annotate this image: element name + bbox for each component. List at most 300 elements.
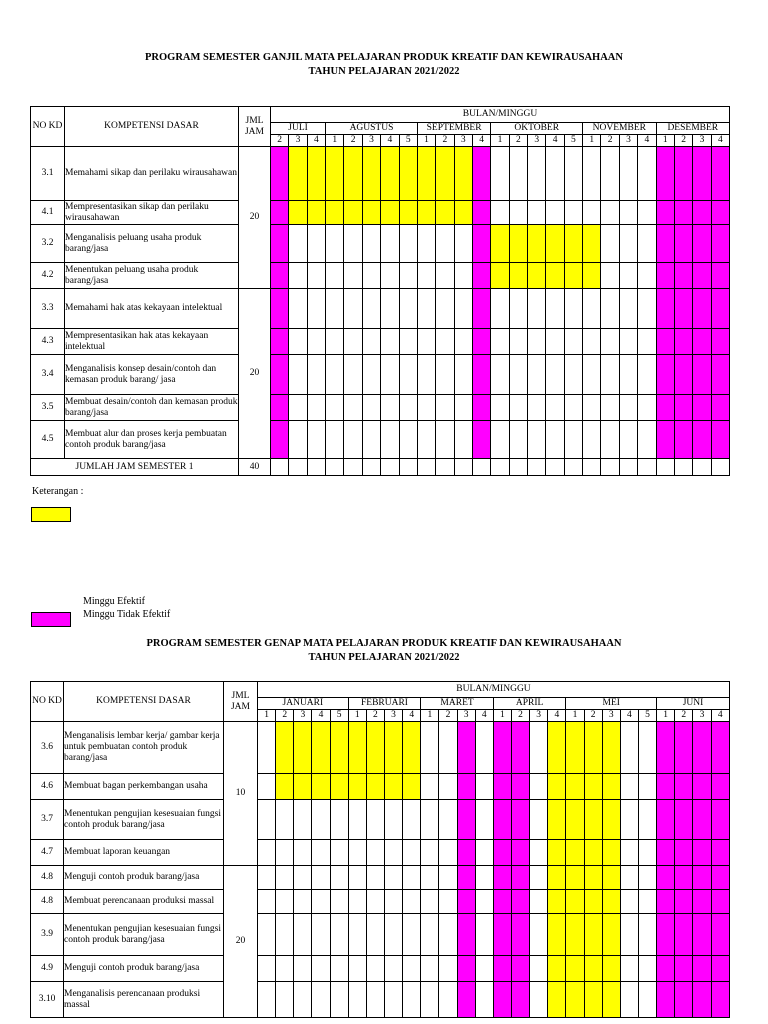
kd-description: Menganalisis peluang usaha produk barang/jasa: [65, 225, 239, 263]
week-cell: [528, 421, 546, 459]
week-cell: [421, 722, 439, 774]
week-cell-efektif: [583, 263, 601, 289]
week-number: 1: [326, 135, 344, 147]
week-cell-efektif: [362, 201, 380, 225]
week-cell: [491, 147, 509, 201]
week-number: 3: [454, 135, 472, 147]
week-cell-tidak-efektif: [711, 355, 729, 395]
month-header: FEBRUARI: [348, 698, 421, 710]
week-cell-efektif: [564, 263, 582, 289]
week-cell: [564, 459, 582, 476]
week-cell-efektif: [399, 147, 417, 201]
week-number: 3: [602, 710, 620, 722]
week-cell: [276, 840, 294, 866]
week-cell-efektif: [417, 147, 435, 201]
kd-description: Menentukan pengujian kesesuaian fungsi contoh produk barang/jasa: [64, 914, 224, 956]
week-cell-efektif: [584, 800, 602, 840]
week-cell-efektif: [436, 147, 454, 201]
week-cell-efektif: [528, 225, 546, 263]
week-cell: [475, 890, 493, 914]
week-cell: [619, 459, 637, 476]
week-cell-tidak-efektif: [271, 395, 289, 421]
week-cell: [421, 840, 439, 866]
week-cell: [530, 800, 548, 840]
week-number: 3: [530, 710, 548, 722]
week-cell: [491, 459, 509, 476]
week-number: 2: [601, 135, 619, 147]
week-cell: [454, 459, 472, 476]
week-cell: [366, 890, 384, 914]
week-cell-efektif: [366, 774, 384, 800]
week-cell-efektif: [362, 147, 380, 201]
week-cell-tidak-efektif: [711, 982, 729, 1018]
week-cell-tidak-efektif: [674, 147, 692, 201]
week-number: 4: [711, 135, 729, 147]
week-cell: [475, 840, 493, 866]
week-cell-tidak-efektif: [674, 329, 692, 355]
week-cell-tidak-efektif: [693, 840, 711, 866]
week-cell-tidak-efektif: [511, 866, 529, 890]
week-cell: [344, 225, 362, 263]
week-cell-tidak-efektif: [511, 800, 529, 840]
week-number: 4: [472, 135, 490, 147]
week-cell: [436, 263, 454, 289]
week-cell-tidak-efektif: [656, 201, 674, 225]
kd-number: 4.1: [31, 201, 65, 225]
week-cell-efektif: [509, 263, 527, 289]
week-cell: [417, 355, 435, 395]
week-cell-efektif: [584, 774, 602, 800]
week-cell: [258, 722, 276, 774]
week-cell-efektif: [276, 722, 294, 774]
week-cell: [330, 982, 348, 1018]
week-cell: [583, 459, 601, 476]
kd-number: 3.4: [31, 355, 65, 395]
week-cell-tidak-efektif: [656, 263, 674, 289]
week-cell: [403, 956, 421, 982]
week-cell: [491, 421, 509, 459]
week-cell-tidak-efektif: [675, 956, 693, 982]
week-number: 4: [381, 135, 399, 147]
week-cell: [326, 263, 344, 289]
week-cell: [276, 890, 294, 914]
week-cell: [417, 289, 435, 329]
week-cell: [399, 355, 417, 395]
week-cell: [528, 329, 546, 355]
week-number: 2: [366, 710, 384, 722]
week-cell-efektif: [548, 866, 566, 890]
week-cell: [348, 840, 366, 866]
week-cell-efektif: [528, 263, 546, 289]
week-cell: [620, 914, 638, 956]
week-cell-efektif: [344, 201, 362, 225]
week-cell: [439, 722, 457, 774]
kd-row: [31, 289, 730, 329]
kd-row: [31, 329, 730, 355]
kd-row: [31, 890, 730, 914]
week-cell-tidak-efektif: [472, 225, 490, 263]
week-cell: [381, 395, 399, 421]
week-cell: [381, 355, 399, 395]
week-cell-tidak-efektif: [657, 956, 675, 982]
kd-description: Menguji contoh produk barang/jasa: [64, 956, 224, 982]
week-cell-tidak-efektif: [271, 201, 289, 225]
week-cell: [258, 840, 276, 866]
week-cell-efektif: [403, 722, 421, 774]
week-cell: [620, 956, 638, 982]
week-cell: [619, 395, 637, 421]
week-cell-efektif: [454, 201, 472, 225]
week-cell-tidak-efektif: [472, 289, 490, 329]
week-cell: [384, 866, 402, 890]
week-number: 2: [509, 135, 527, 147]
week-cell: [454, 355, 472, 395]
week-cell: [619, 147, 637, 201]
week-cell: [348, 890, 366, 914]
week-cell-efektif: [491, 263, 509, 289]
week-cell-tidak-efektif: [693, 225, 711, 263]
kd-description: Menganalisis konsep desain/contoh dan kemasan produk barang/ jasa: [65, 355, 239, 395]
week-cell-tidak-efektif: [711, 421, 729, 459]
week-cell: [546, 289, 564, 329]
week-cell: [601, 263, 619, 289]
month-header: JANUARI: [258, 698, 349, 710]
week-cell-efektif: [548, 956, 566, 982]
week-number: 1: [421, 710, 439, 722]
week-cell: [564, 395, 582, 421]
jml-jam-value: 20: [239, 289, 271, 459]
week-cell: [294, 982, 312, 1018]
week-cell-tidak-efektif: [711, 289, 729, 329]
kd-description: Mempresentasikan sikap dan perilaku wirausahawan: [65, 201, 239, 225]
week-cell-tidak-efektif: [657, 800, 675, 840]
week-number: 1: [258, 710, 276, 722]
genap-header-row: [31, 682, 730, 698]
week-cell: [638, 355, 656, 395]
week-cell-tidak-efektif: [493, 890, 511, 914]
week-cell: [509, 459, 527, 476]
week-cell: [620, 890, 638, 914]
week-cell-tidak-efektif: [674, 421, 692, 459]
week-cell-tidak-efektif: [457, 890, 475, 914]
week-cell: [294, 800, 312, 840]
week-cell-tidak-efektif: [656, 289, 674, 329]
week-cell: [528, 459, 546, 476]
kd-number: 4.6: [31, 774, 64, 800]
week-number: 5: [330, 710, 348, 722]
week-cell-tidak-efektif: [457, 840, 475, 866]
week-cell-efektif: [399, 201, 417, 225]
kd-number: 3.5: [31, 395, 65, 421]
ganjil-title: [0, 51, 768, 79]
week-cell-tidak-efektif: [493, 982, 511, 1018]
week-cell: [417, 329, 435, 355]
week-cell: [475, 800, 493, 840]
week-number: 2: [511, 710, 529, 722]
week-cell: [381, 459, 399, 476]
week-cell: [475, 982, 493, 1018]
week-number: 2: [675, 710, 693, 722]
week-cell: [366, 956, 384, 982]
week-cell: [656, 459, 674, 476]
kd-row: [31, 263, 730, 289]
week-cell-tidak-efektif: [674, 355, 692, 395]
week-cell: [312, 982, 330, 1018]
kd-number: 3.10: [31, 982, 64, 1018]
week-cell-efektif: [384, 774, 402, 800]
week-number: 2: [276, 710, 294, 722]
week-cell: [620, 840, 638, 866]
week-cell: [330, 800, 348, 840]
week-cell-efektif: [312, 774, 330, 800]
week-cell: [509, 395, 527, 421]
week-cell: [307, 459, 325, 476]
week-cell: [491, 355, 509, 395]
week-cell: [439, 774, 457, 800]
kd-number: 4.5: [31, 421, 65, 459]
week-cell-tidak-efektif: [493, 722, 511, 774]
week-cell-tidak-efektif: [693, 890, 711, 914]
week-cell: [454, 395, 472, 421]
week-cell-tidak-efektif: [674, 225, 692, 263]
week-cell: [384, 840, 402, 866]
week-cell-tidak-efektif: [693, 201, 711, 225]
week-cell: [436, 355, 454, 395]
week-cell-tidak-efektif: [711, 914, 729, 956]
week-cell-tidak-efektif: [271, 147, 289, 201]
month-header: DESEMBER: [656, 123, 729, 135]
kd-row: [31, 914, 730, 956]
week-cell: [421, 890, 439, 914]
week-cell: [344, 263, 362, 289]
week-cell-tidak-efektif: [711, 890, 729, 914]
week-cell: [638, 800, 656, 840]
week-cell: [583, 147, 601, 201]
week-cell: [436, 289, 454, 329]
week-cell: [384, 800, 402, 840]
week-cell-tidak-efektif: [271, 355, 289, 395]
week-cell-efektif: [509, 225, 527, 263]
week-cell: [564, 355, 582, 395]
week-number: 4: [475, 710, 493, 722]
month-header: SEPTEMBER: [417, 123, 490, 135]
week-cell: [399, 329, 417, 355]
legend-efektif-label: Minggu Efektif: [83, 596, 145, 607]
week-cell-tidak-efektif: [511, 774, 529, 800]
week-cell: [528, 147, 546, 201]
week-cell-efektif: [326, 147, 344, 201]
kd-row: [31, 225, 730, 263]
week-cell: [546, 459, 564, 476]
week-cell: [619, 329, 637, 355]
week-number: 5: [564, 135, 582, 147]
week-cell: [384, 956, 402, 982]
week-cell-tidak-efektif: [271, 329, 289, 355]
week-cell: [620, 866, 638, 890]
week-cell-tidak-efektif: [472, 201, 490, 225]
week-cell: [711, 459, 729, 476]
jml-jam-value: 20: [224, 866, 258, 1018]
kd-description: Membuat desain/contoh dan kemasan produk barang/jasa: [65, 395, 239, 421]
week-cell: [312, 800, 330, 840]
total-label: JUMLAH JAM SEMESTER 1: [31, 459, 239, 476]
week-cell: [307, 225, 325, 263]
week-number: 4: [307, 135, 325, 147]
kd-number: 4.7: [31, 840, 64, 866]
week-cell-efektif: [566, 866, 584, 890]
kd-number: 4.8: [31, 866, 64, 890]
week-number: 4: [711, 710, 729, 722]
week-cell-tidak-efektif: [271, 421, 289, 459]
week-cell-efektif: [548, 890, 566, 914]
week-cell: [312, 866, 330, 890]
week-cell-efektif: [548, 722, 566, 774]
week-cell: [638, 421, 656, 459]
week-cell-efektif: [566, 890, 584, 914]
month-header: OKTOBER: [491, 123, 583, 135]
week-number: 3: [693, 135, 711, 147]
week-cell-tidak-efektif: [472, 263, 490, 289]
month-header: AGUSTUS: [326, 123, 418, 135]
week-cell: [399, 459, 417, 476]
week-number: 3: [693, 710, 711, 722]
week-cell-efektif: [307, 201, 325, 225]
week-cell: [601, 421, 619, 459]
week-cell: [289, 421, 307, 459]
week-cell-efektif: [330, 722, 348, 774]
header-bulan-minggu: BULAN/MINGGU: [271, 107, 730, 123]
week-number: 1: [566, 710, 584, 722]
week-cell: [381, 329, 399, 355]
week-cell-tidak-efektif: [656, 395, 674, 421]
week-cell: [601, 355, 619, 395]
header-kompetensi-dasar: KOMPETENSI DASAR: [64, 682, 224, 722]
kd-row: [31, 800, 730, 840]
week-cell: [528, 355, 546, 395]
week-cell: [638, 395, 656, 421]
week-number: 4: [312, 710, 330, 722]
week-cell-tidak-efektif: [457, 914, 475, 956]
week-cell-efektif: [584, 722, 602, 774]
week-cell-efektif: [584, 956, 602, 982]
week-cell: [530, 956, 548, 982]
week-cell: [528, 289, 546, 329]
week-cell: [619, 289, 637, 329]
week-cell-efektif: [566, 982, 584, 1018]
week-cell-efektif: [548, 982, 566, 1018]
week-cell: [403, 890, 421, 914]
week-cell-tidak-efektif: [457, 800, 475, 840]
week-cell: [475, 866, 493, 890]
week-cell-efektif: [602, 774, 620, 800]
week-cell: [620, 774, 638, 800]
week-cell-tidak-efektif: [711, 201, 729, 225]
week-cell-efektif: [564, 225, 582, 263]
week-cell-efektif: [366, 722, 384, 774]
week-cell: [312, 956, 330, 982]
week-cell: [475, 722, 493, 774]
week-cell: [475, 774, 493, 800]
week-cell: [344, 421, 362, 459]
week-cell: [601, 201, 619, 225]
kd-description: Menentukan pengujian kesesuaian fungsi contoh produk barang/jasa: [64, 800, 224, 840]
week-cell-tidak-efektif: [711, 147, 729, 201]
week-cell: [326, 421, 344, 459]
week-cell: [307, 329, 325, 355]
week-cell: [619, 263, 637, 289]
week-cell-tidak-efektif: [675, 774, 693, 800]
genap-title-line1: PROGRAM SEMESTER GENAP MATA PELAJARAN PRODUK KREATIF DAN KEWIRAUSAHAAN: [146, 638, 622, 649]
week-cell: [366, 840, 384, 866]
week-cell-tidak-efektif: [493, 774, 511, 800]
week-cell: [330, 866, 348, 890]
kd-row: [31, 147, 730, 201]
week-number: 3: [457, 710, 475, 722]
week-cell: [583, 201, 601, 225]
week-cell: [436, 329, 454, 355]
week-cell: [399, 225, 417, 263]
week-cell: [294, 956, 312, 982]
week-cell: [417, 395, 435, 421]
week-cell: [307, 355, 325, 395]
week-cell: [366, 800, 384, 840]
week-cell-tidak-efektif: [656, 225, 674, 263]
week-cell: [436, 421, 454, 459]
week-cell-tidak-efektif: [711, 225, 729, 263]
kd-description: Memahami hak atas kekayaan intelektual: [65, 289, 239, 329]
week-cell-tidak-efektif: [271, 225, 289, 263]
week-cell: [381, 289, 399, 329]
week-cell-tidak-efektif: [674, 263, 692, 289]
week-cell: [619, 421, 637, 459]
week-number: 4: [548, 710, 566, 722]
week-cell: [307, 395, 325, 421]
kd-number: 3.6: [31, 722, 64, 774]
week-cell: [326, 459, 344, 476]
week-cell: [491, 329, 509, 355]
week-cell: [509, 147, 527, 201]
week-number: 5: [399, 135, 417, 147]
kd-number: 4.3: [31, 329, 65, 355]
week-cell: [276, 982, 294, 1018]
month-header: JUNI: [657, 698, 730, 710]
week-cell: [564, 147, 582, 201]
week-cell: [258, 982, 276, 1018]
week-number: 1: [657, 710, 675, 722]
week-cell-efektif: [602, 982, 620, 1018]
week-cell-tidak-efektif: [472, 329, 490, 355]
week-number: 4: [403, 710, 421, 722]
week-cell: [638, 982, 656, 1018]
week-cell: [348, 914, 366, 956]
week-cell: [564, 289, 582, 329]
kd-description: Membuat perencanaan produksi massal: [64, 890, 224, 914]
week-cell-tidak-efektif: [711, 800, 729, 840]
week-cell-efektif: [344, 147, 362, 201]
week-cell-tidak-efektif: [657, 982, 675, 1018]
month-header: NOVEMBER: [583, 123, 656, 135]
kd-row: [31, 201, 730, 225]
week-cell: [348, 866, 366, 890]
week-cell-tidak-efektif: [657, 914, 675, 956]
week-cell: [439, 890, 457, 914]
week-cell: [528, 201, 546, 225]
week-cell: [366, 914, 384, 956]
week-cell-efektif: [307, 147, 325, 201]
week-cell: [620, 722, 638, 774]
kd-description: Menganalisis lembar kerja/ gambar kerja untuk pembuatan contoh produk barang/jasa: [64, 722, 224, 774]
week-cell: [312, 914, 330, 956]
